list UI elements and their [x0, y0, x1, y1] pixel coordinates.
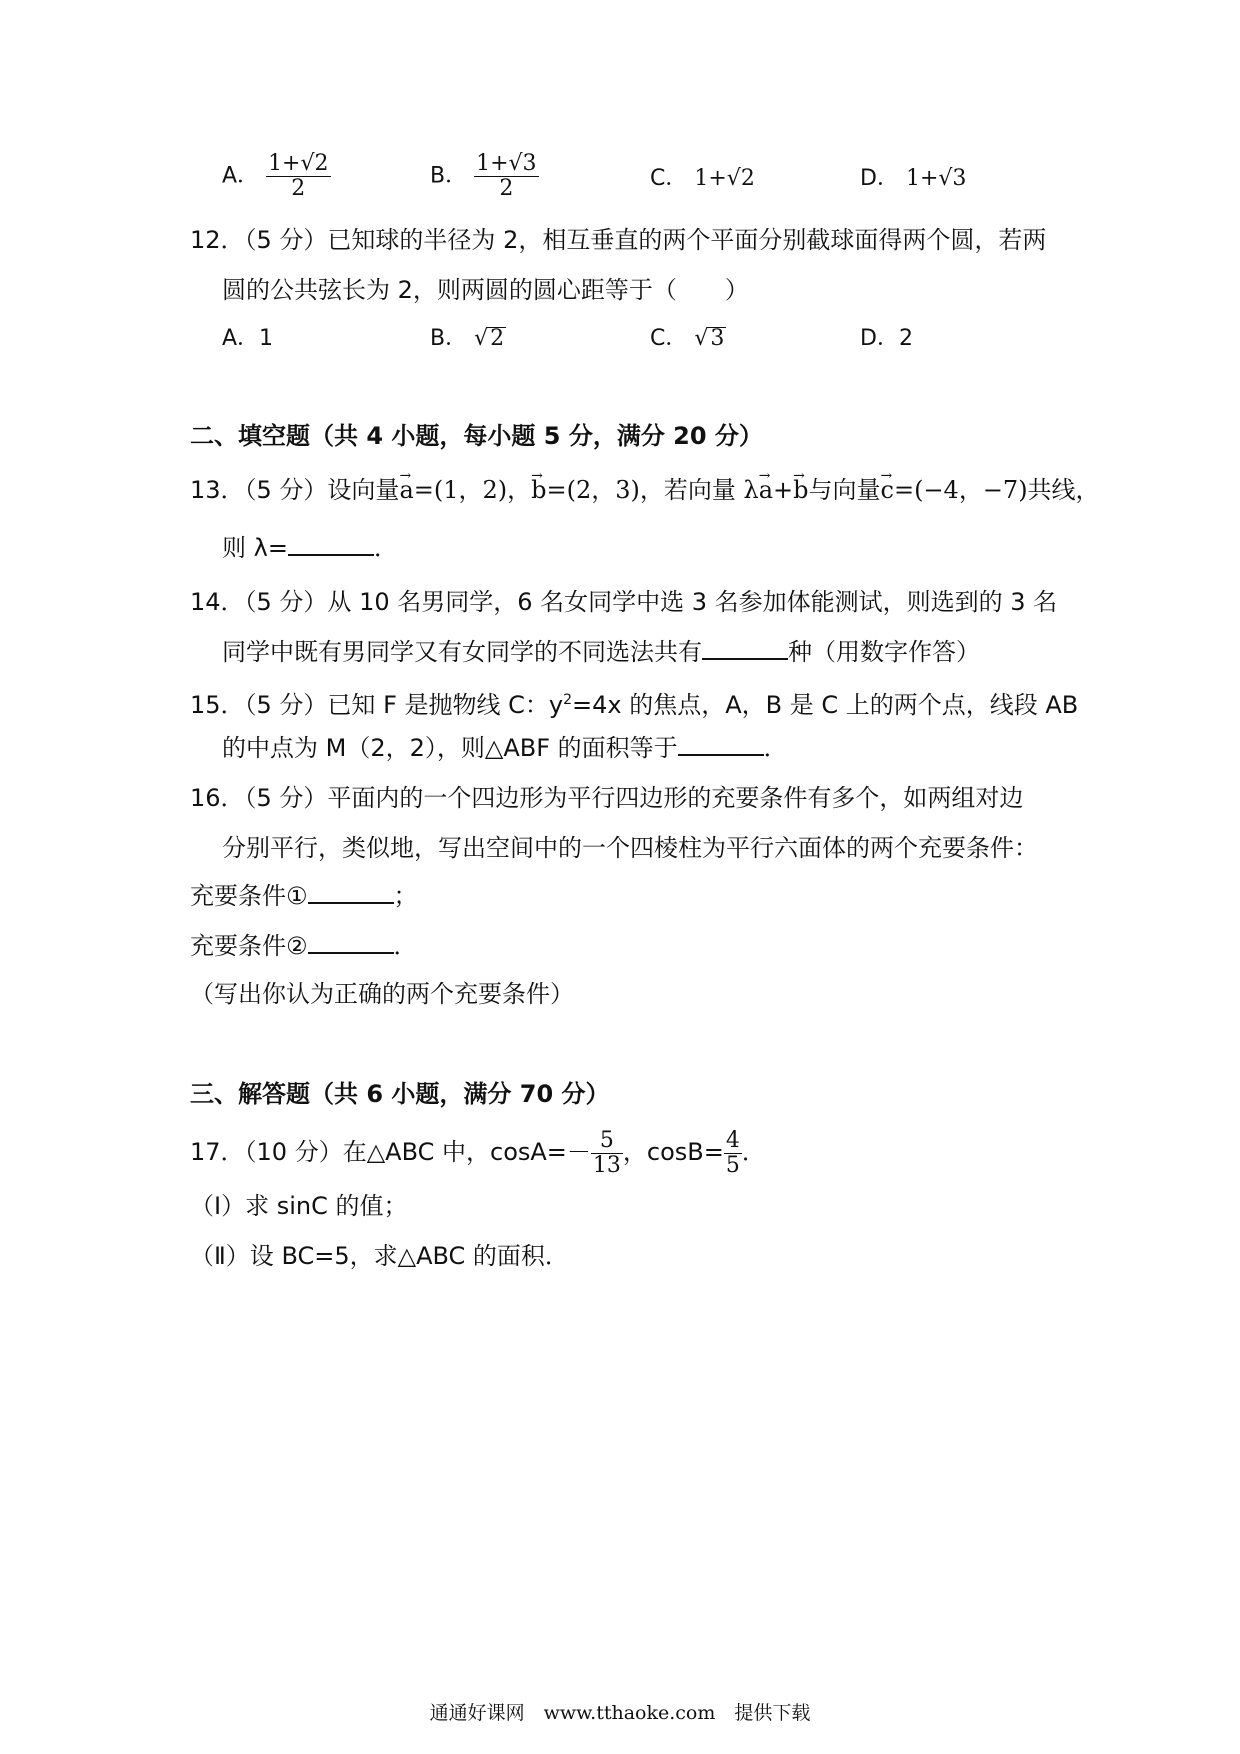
answer-blank [288, 530, 374, 556]
fraction-denominator: 13 [592, 1152, 621, 1178]
q16-condition-2 [190, 928, 418, 964]
fraction [474, 152, 538, 201]
answer-blank [702, 634, 788, 660]
plus-sign: + [773, 476, 794, 504]
section-2-heading: 二、填空题（共 4 小题，每小题 5 分，满分 20 分） [190, 422, 763, 450]
option-label: C． [650, 326, 688, 351]
q16-text: ． [393, 932, 418, 960]
vector-a: → a [759, 472, 773, 508]
q12-option-b [430, 324, 506, 354]
q16-text: 充要条件① [190, 882, 308, 910]
sqrt: √3 [694, 326, 725, 351]
answer-blank [308, 878, 394, 904]
page-footer: 通通好课网 www.tthaoke.com 提供下载 [429, 1702, 811, 1724]
vector-c: → c [881, 472, 894, 508]
q17-part-2: （Ⅱ）设 BC=5，求△ABC 的面积． [190, 1242, 569, 1270]
q16-text: 充要条件② [190, 932, 308, 960]
q15-text: 的中点为 M（2，2），则△ABF 的面积等于 [222, 734, 678, 762]
q16-text: ； [393, 882, 418, 910]
q16-condition-1 [190, 878, 418, 914]
q15-line-2 [222, 730, 788, 766]
q11-option-d [860, 164, 966, 194]
option-label: C． [650, 166, 688, 191]
fraction [724, 1129, 742, 1178]
q11-option-b [430, 152, 539, 201]
q17-part-1: （Ⅰ）求 sinC 的值； [190, 1192, 408, 1220]
q14-line-1: 14．（5 分）从 10 名男同学，6 名女同学中选 3 名参加体能测试，则选到的 3 名 [190, 588, 1058, 616]
option-label: B． [430, 163, 468, 189]
option-label: B． [430, 326, 468, 351]
fraction-denominator: 5 [725, 1152, 740, 1178]
vector-a: → a [399, 472, 413, 508]
q14-text: 种（用数字作答） [788, 638, 980, 666]
q13-text: =(2，3)，若向量 λ [546, 476, 759, 504]
option-value: 1+√3 [905, 166, 967, 191]
fraction-numerator: 5 [591, 1129, 623, 1154]
q12-option-c [650, 324, 726, 354]
fraction [266, 152, 330, 201]
option-label: A． [222, 163, 260, 189]
q15-line-1 [190, 682, 1078, 723]
q13-text: 与向量 [808, 476, 881, 504]
section-3-heading: 三、解答题（共 6 小题，满分 70 分） [190, 1080, 610, 1108]
q15-text: 15．（5 分）已知 F 是抛物线 C：y [190, 691, 564, 719]
q15-text: ． [763, 734, 788, 762]
q14-text: 同学中既有男同学又有女同学的不同选法共有 [222, 638, 702, 666]
q17-text: ． [741, 1138, 766, 1166]
fraction-denominator: 2 [291, 176, 306, 201]
fraction-numerator: 1+√2 [268, 151, 329, 176]
q14-line-2 [222, 634, 980, 670]
fraction-numerator: 1+√3 [476, 151, 537, 176]
q12-option-a: A．1 [222, 326, 274, 351]
q16-line-2: 分别平行，类似地，写出空间中的一个四棱柱为平行六面体的两个充要条件： [222, 834, 1038, 862]
option-label: D． [860, 166, 899, 191]
fraction [591, 1129, 623, 1178]
q13-text: 则 λ= [222, 534, 288, 562]
q12-line-1: 12．（5 分）已知球的半径为 2，相互垂直的两个平面分别截球面得两个圆，若两 [190, 226, 1047, 254]
sqrt-radicand: 3 [710, 326, 725, 351]
q13-line-1 [190, 472, 1100, 508]
vector-b: → b [793, 472, 808, 508]
option-value: 1+√2 [694, 166, 755, 191]
q13-text: =(−4，−7)共线， [893, 476, 1100, 504]
q13-text: =(1，2)， [413, 476, 532, 504]
q11-option-c [650, 164, 755, 194]
answer-blank [308, 928, 394, 954]
fraction-numerator: 4 [725, 1127, 740, 1153]
q13-text: ． [373, 534, 398, 562]
fraction-denominator: 2 [499, 176, 514, 201]
q16-line-1: 16．（5 分）平面内的一个四边形为平行四边形的充要条件有多个，如两组对边 [190, 784, 1024, 812]
q17-text: 17．（10 分）在△ABC 中，cosA=－ [190, 1138, 591, 1166]
q15-text: =4x 的焦点，A，B 是 C 上的两个点，线段 AB [572, 691, 1079, 719]
q16-note: （写出你认为正确的两个充要条件） [190, 980, 574, 1008]
vector-b: → b [531, 472, 546, 508]
q12-option-d: D．2 [860, 326, 913, 351]
q17-line-1 [190, 1128, 766, 1178]
sqrt-radicand: 2 [490, 326, 505, 351]
q13-line-2 [222, 530, 398, 566]
q12-line-2: 圆的公共弦长为 2，则两圆的圆心距等于（ ） [222, 276, 749, 304]
superscript: 2 [563, 692, 573, 708]
q17-text: ，cosB= [622, 1138, 724, 1166]
answer-blank [678, 730, 764, 756]
q11-option-a [222, 152, 331, 201]
sqrt: √2 [474, 326, 505, 351]
q13-text: 13．（5 分）设向量 [190, 476, 400, 504]
